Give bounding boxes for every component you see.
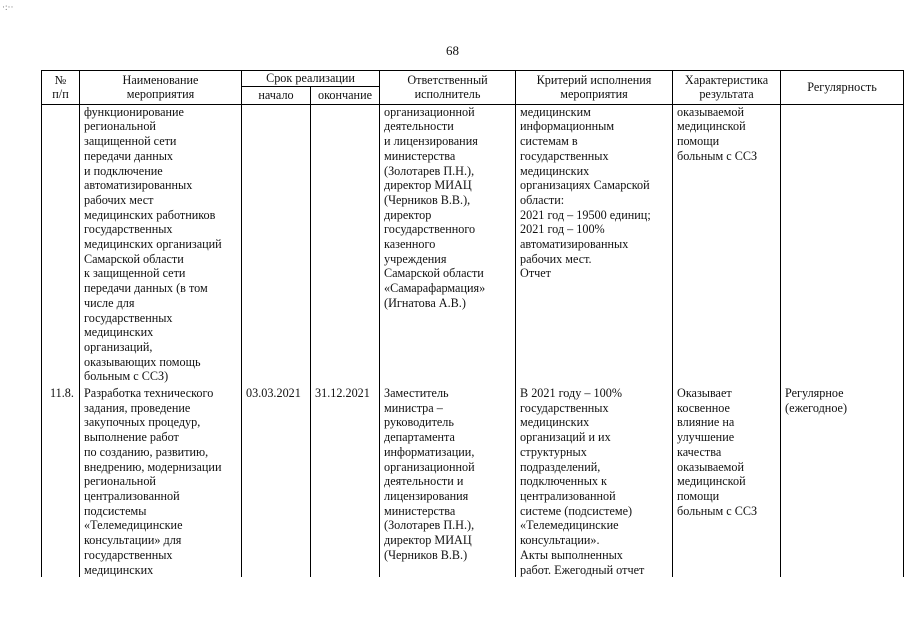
row-name: Разработка технического задания, проведение закупочных процедур, выполнение работ по созданию, развитию, внедрению, модернизации региональной централизованной подсистемы «Телемедицинские консультации» для государственных медицинских [80,384,242,577]
row-name: функционирование региональной защищенной сети передачи данных и подключение автоматизированных рабочих мест медицинских работников государственных медицинских организаций Самарской области к защищенной сети передачи данных (в том числе для государственных медицинских организаций, оказывающих помощь больным с ССЗ) [80,104,242,384]
row-executor: Заместитель министра – руководитель департамента информатизации, организационной деятельности и лицензирования министерства (Золотарев П.Н.), директор МИАЦ (Черников В.В.) [380,384,516,577]
row-start: 03.03.2021 [242,384,311,577]
header-regularity: Регулярность [781,71,904,105]
row-start [242,104,311,384]
table-header-row [42,71,904,87]
row-executor: организационной деятельности и лицензирования министерства (Золотарев П.Н.), директор МИАЦ (Черников В.В.), директор государственного казенного учреждения Самарской области «Самарафармация» (Игнатова А.В.) [380,104,516,384]
row-num: 11.8. [42,384,80,577]
row-result: Оказывает косвенное влияние на улучшение качества оказываемой медицинской помощи больным с ССЗ [673,384,781,577]
header-start: начало [242,86,311,104]
scan-artifact: ·:·· [2,2,14,12]
header-end: окончание [311,86,380,104]
table-row [42,104,904,384]
row-result: оказываемой медицинской помощи больным с ССЗ [673,104,781,384]
header-period: Срок реализации [242,71,380,87]
row-regularity: Регулярное (ежегодное) [781,384,904,577]
row-regularity [781,104,904,384]
header-name: Наименование мероприятия [80,71,242,105]
row-criterion: медицинским информационным системам в государственных медицинских организациях Самарской области: 2021 год – 19500 единиц; 2021 год – 100% автоматизированных рабочих мест. Отчет [516,104,673,384]
row-criterion: В 2021 году – 100% государственных медицинских организаций и их структурных подразделений, подключенных к централизованной системе (подсистеме) «Телемедицинские консультации». Акты выполненных работ. Ежегодный отчет [516,384,673,577]
activity-table [41,70,904,577]
row-num [42,104,80,384]
row-end: 31.12.2021 [311,384,380,577]
table-row [42,384,904,577]
row-end [311,104,380,384]
header-executor: Ответственный исполнитель [380,71,516,105]
header-num: № п/п [42,71,80,105]
header-criterion: Критерий исполнения мероприятия [516,71,673,105]
header-result: Характеристика результата [673,71,781,105]
page-number: 68 [446,43,459,58]
